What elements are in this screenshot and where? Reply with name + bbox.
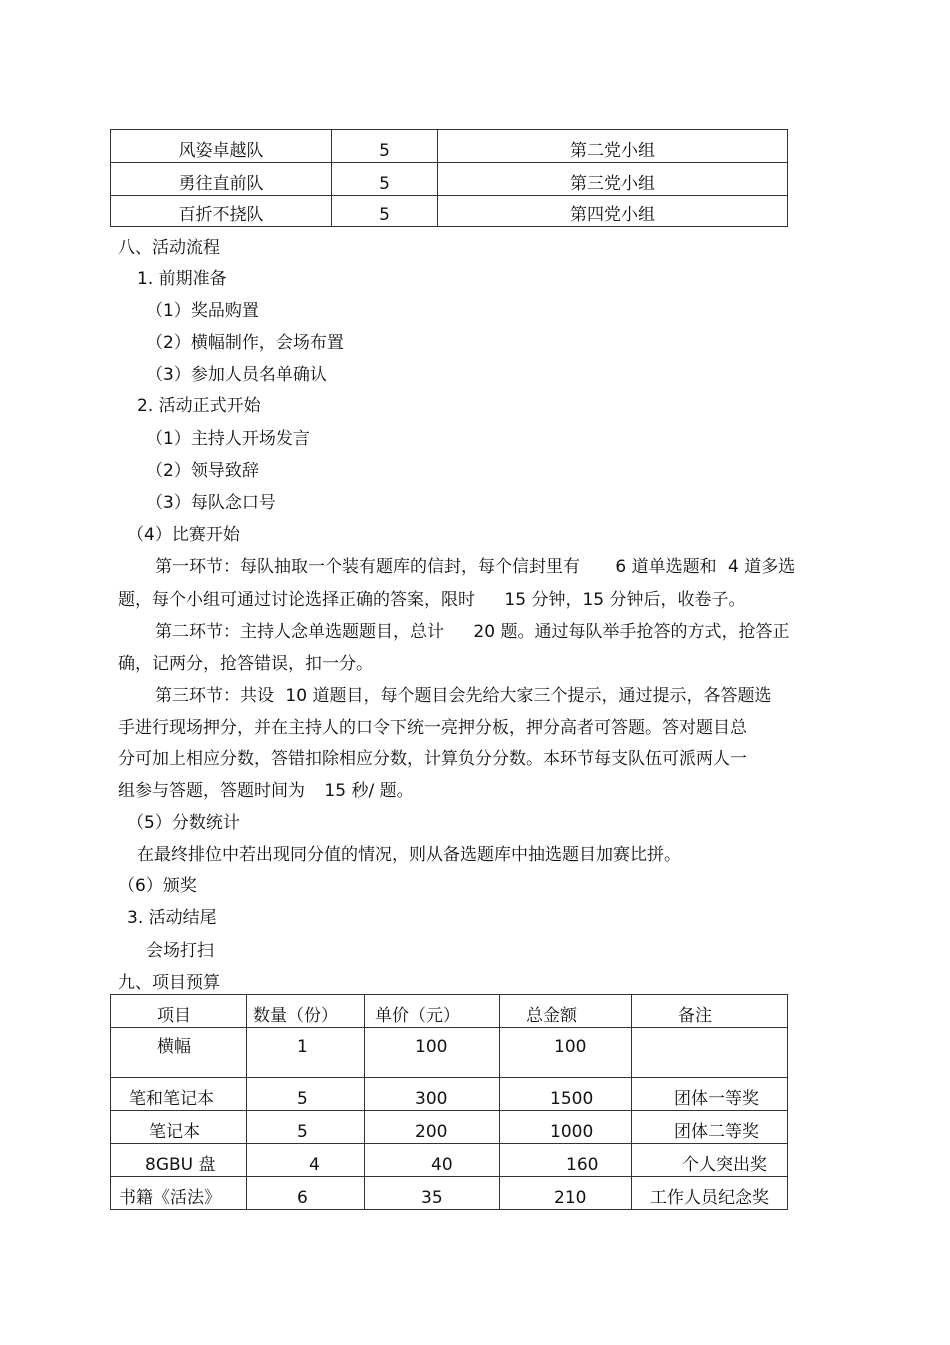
cleanup-text: 会场打扫: [146, 941, 214, 961]
table-row: [111, 1111, 788, 1144]
item-cell: 8GBU 盘: [111, 1144, 247, 1177]
list-item: （2）领导致辞: [146, 461, 259, 481]
table-row: [111, 1028, 788, 1078]
team-name: 勇往直前队: [111, 163, 332, 196]
list-item: （1）奖品购置: [146, 301, 259, 321]
total-cell: 1000: [500, 1111, 632, 1144]
round2-text-a: 第二环节：主持人念单选题题目，总计: [155, 622, 444, 642]
header-cell: 单价（元）: [365, 995, 500, 1028]
round1-line1: [155, 556, 795, 578]
item-cell: 笔记本: [111, 1111, 247, 1144]
qty-cell: 5: [247, 1078, 365, 1111]
round3-line1: [155, 685, 771, 707]
round3-line2: 手进行现场押分，并在主持人的口令下统一亮押分板，押分高者可答题。答对题目总: [118, 718, 747, 738]
list-item: （6）颁奖: [118, 876, 197, 896]
list-item: （1）主持人开场发言: [146, 429, 310, 449]
teams-table: [110, 129, 788, 227]
table-row: [111, 1177, 788, 1210]
table-row: [111, 196, 788, 227]
price-cell: 35: [365, 1177, 500, 1210]
score-text: 在最终排位中若出现同分值的情况，则从备选题库中抽选题目加赛比拼。: [137, 845, 681, 865]
item-cell: 书籍《活法》: [111, 1177, 247, 1210]
team-name: 风姿卓越队: [111, 130, 332, 163]
note-cell: 团体二等奖: [632, 1111, 788, 1144]
round1-text-a: 第一环节：每队抽取一个装有题库的信封，每个信封里有: [155, 557, 580, 577]
qty-cell: 1: [247, 1028, 365, 1078]
total-cell: 100: [500, 1028, 632, 1078]
team-group: 第二党小组: [438, 130, 788, 163]
round3-text-a: 第三环节：共设: [155, 686, 274, 706]
list-item: （4）比赛开始: [127, 525, 240, 545]
sub-heading-end: 3. 活动结尾: [127, 908, 217, 928]
round3-line4: [118, 780, 414, 802]
item-cell: 笔和笔记本: [111, 1078, 247, 1111]
list-item: （3）参加人员名单确认: [146, 365, 327, 385]
price-cell: 40: [365, 1144, 500, 1177]
note-cell: [632, 1028, 788, 1078]
sub-heading-start: 2. 活动正式开始: [137, 396, 261, 416]
table-row: [111, 130, 788, 163]
note-cell: 团体一等奖: [632, 1078, 788, 1111]
round3-text-g: 15 秒/ 题。: [324, 781, 414, 801]
list-item: （3）每队念口号: [146, 493, 276, 513]
team-name: 百折不挠队: [111, 196, 332, 227]
total-cell: 160: [500, 1144, 632, 1177]
team-count: 5: [332, 163, 438, 196]
header-cell: 总金额: [500, 995, 632, 1028]
table-row: [111, 1078, 788, 1111]
sub-heading-prep: 1. 前期准备: [137, 269, 227, 289]
round3-line3: 分可加上相应分数，答错扣除相应分数，计算负分分数。本环节每支队伍可派两人一: [118, 749, 747, 769]
round3-text-f: 组参与答题，答题时间为: [118, 781, 305, 801]
header-cell: 备注: [632, 995, 788, 1028]
header-cell: 数量（份）: [247, 995, 365, 1028]
price-cell: 200: [365, 1111, 500, 1144]
team-group: 第四党小组: [438, 196, 788, 227]
table-header-row: [111, 995, 788, 1028]
total-cell: 1500: [500, 1078, 632, 1111]
item-cell: 横幅: [111, 1028, 247, 1078]
qty-cell: 6: [247, 1177, 365, 1210]
header-cell: 项目: [111, 995, 247, 1028]
section9-heading: 九、项目预算: [118, 973, 220, 993]
list-item: （5）分数统计: [127, 813, 240, 833]
list-item: （2）横幅制作，会场布置: [146, 333, 344, 353]
qty-cell: 5: [247, 1111, 365, 1144]
section8-heading: 八、活动流程: [118, 238, 220, 258]
budget-table: [110, 994, 788, 1210]
round1-text-b: 6 道单选题和: [615, 557, 717, 577]
qty-cell: 4: [247, 1144, 365, 1177]
table-row: [111, 163, 788, 196]
round1-text-e: 15 分钟，15 分钟后，收卷子。: [504, 590, 746, 610]
round2-line1: [155, 621, 789, 643]
price-cell: 300: [365, 1078, 500, 1111]
note-cell: 个人突出奖: [632, 1144, 788, 1177]
team-group: 第三党小组: [438, 163, 788, 196]
round2-line2: 确，记两分，抢答错误，扣一分。: [118, 654, 373, 674]
team-count: 5: [332, 130, 438, 163]
price-cell: 100: [365, 1028, 500, 1078]
round1-line2: [118, 589, 745, 611]
round3-text-b: 10 道题目，每个题目会先给大家三个提示，通过提示，各答题选: [285, 686, 772, 706]
round1-text-c: 4 道多选: [728, 557, 796, 577]
round2-text-b: 20 题。通过每队举手抢答的方式，抢答正: [473, 622, 790, 642]
team-count: 5: [332, 196, 438, 227]
note-cell: 工作人员纪念奖: [632, 1177, 788, 1210]
round1-text-d: 题，每个小组可通过讨论选择正确的答案，限时: [118, 590, 475, 610]
table-row: [111, 1144, 788, 1177]
total-cell: 210: [500, 1177, 632, 1210]
